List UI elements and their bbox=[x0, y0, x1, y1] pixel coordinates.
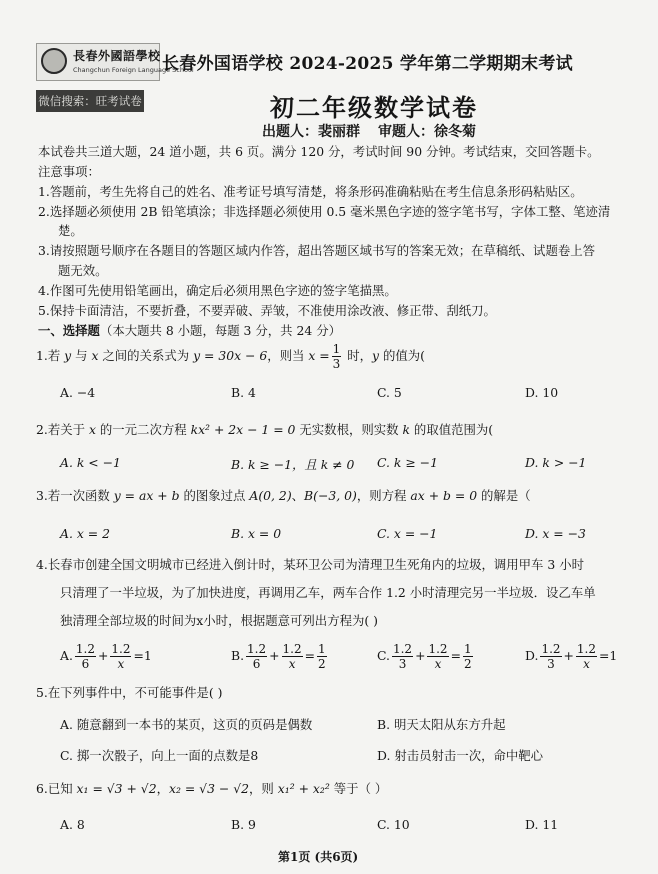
q1-text: ，则当 bbox=[267, 348, 309, 363]
q1-option-a: A. −4 bbox=[60, 385, 96, 400]
q6-text: ， bbox=[156, 781, 169, 796]
fraction-denominator: 6 bbox=[81, 657, 90, 671]
q3-formula: y = ax + b bbox=[113, 488, 180, 503]
q3-option-d: D. x = −3 bbox=[525, 526, 586, 541]
q2-var: x bbox=[88, 422, 96, 437]
q3-option-b: B. x = 0 bbox=[231, 526, 282, 541]
option-letter: A. bbox=[60, 648, 73, 663]
section-label: 一、选择题 bbox=[38, 323, 100, 338]
author-label: 出题人：裴丽群 bbox=[262, 124, 360, 140]
q1-option-c: C. 5 bbox=[377, 385, 402, 400]
fraction-denominator: 6 bbox=[252, 657, 261, 671]
equals-sign: = bbox=[450, 648, 461, 663]
q6-text: 等于（ ） bbox=[329, 781, 388, 796]
q6-text: ，则 bbox=[249, 781, 278, 796]
section-detail: （本大题共 8 小题，每题 3 分，共 24 分） bbox=[99, 323, 341, 338]
equals-sign: = bbox=[304, 648, 316, 663]
q6-x1: x₁ = √3 + √2 bbox=[76, 781, 157, 796]
question-4-line-3: 独清理全部垃圾的时间为x小时，根据题意可列出方程为( ) bbox=[60, 613, 378, 628]
note-line: 4.作图可先使用铅笔画出，确定后必须用黑色字迹的签字笔描黑。 bbox=[38, 283, 397, 298]
fraction-denominator: x bbox=[288, 657, 296, 671]
q3-equation: ax + b = 0 bbox=[410, 488, 478, 503]
q1-text: 1.若 bbox=[36, 348, 65, 363]
q5-option-c: C. 掷一次骰子，向上一面的点数是8 bbox=[60, 748, 259, 763]
q6-x2: x₂ = √3 − √2 bbox=[168, 781, 249, 796]
question-5: 5.在下列事件中，不可能事件是( ) bbox=[36, 685, 223, 700]
q2-text: 2.若关于 bbox=[36, 422, 89, 437]
notes-title: 注意事项： bbox=[38, 164, 100, 179]
q3-point-b: B(−3, 0) bbox=[304, 488, 357, 503]
fraction-numerator: 1.2 bbox=[111, 642, 131, 656]
question-6 bbox=[36, 780, 387, 797]
q1-formula: y = 30x − 6 bbox=[193, 348, 268, 363]
option-letter: B. bbox=[231, 648, 245, 663]
q3-text: 、 bbox=[291, 488, 305, 503]
option-letter: C. bbox=[377, 648, 390, 663]
q1-var: y bbox=[64, 348, 72, 363]
q1-text: 时， bbox=[343, 348, 373, 363]
q1-text: 的值为( bbox=[379, 348, 425, 363]
q2-text: 无实数根，则实数 bbox=[295, 422, 403, 437]
fraction bbox=[392, 642, 413, 671]
plus-sign: + bbox=[415, 648, 426, 663]
q2-formula: kx² + 2x − 1 = 0 bbox=[190, 422, 296, 437]
fraction-denominator: 2 bbox=[318, 657, 326, 671]
fraction-denominator: 3 bbox=[547, 657, 555, 671]
school-logo bbox=[36, 43, 194, 81]
fraction bbox=[110, 642, 131, 671]
q1-fraction bbox=[332, 342, 342, 371]
fraction bbox=[576, 642, 597, 671]
q2-var: k bbox=[402, 422, 410, 437]
fraction-denominator: 3 bbox=[398, 657, 407, 671]
fraction-denominator: 2 bbox=[463, 657, 472, 671]
q2-text: 的取值范围为( bbox=[409, 422, 494, 437]
q3-option-a: A. x = 2 bbox=[60, 526, 110, 541]
q1-text: 之间的关系式为 bbox=[98, 348, 194, 363]
note-line: 3.请按照题号顺序在各题目的答题区域内作答，超出答题区域书写的答案无效；在草稿纸、试题卷上答 bbox=[38, 243, 596, 258]
q4-option-c bbox=[377, 642, 475, 671]
q3-text: ，则方程 bbox=[356, 488, 411, 503]
q2-option-b: B. k ≥ −1，且 k ≠ 0 bbox=[231, 457, 355, 472]
plus-sign: + bbox=[563, 648, 574, 663]
reviewer-label: 审题人：徐冬菊 bbox=[378, 124, 476, 140]
q1-var: y bbox=[372, 348, 380, 363]
plus-sign: + bbox=[269, 648, 280, 663]
fraction-denominator: x bbox=[583, 657, 590, 671]
logo-english-text: Changchun Foreign Language School bbox=[73, 66, 194, 74]
q6-text: 6.已知 bbox=[36, 781, 77, 796]
note-line: 2.选择题必须使用 2B 铅笔填涂；非选择题必须使用 0.5 毫米黑色字迹的签字笔书写，字体工整、笔迹清 bbox=[38, 204, 611, 219]
q3-point-a: A(0, 2) bbox=[249, 488, 292, 503]
authors-line bbox=[262, 121, 494, 141]
fraction-numerator: 1.2 bbox=[247, 642, 267, 656]
q4-option-b bbox=[231, 642, 329, 671]
question-2 bbox=[36, 421, 493, 438]
page-footer: 第1页 (共6页) bbox=[278, 850, 359, 864]
q2-text: 的一元二次方程 bbox=[95, 422, 191, 437]
q2-option-a: A. k < −1 bbox=[60, 455, 121, 470]
q5-option-d: D. 射击员射击一次，命中靶心 bbox=[377, 748, 544, 763]
fraction-numerator: 1 bbox=[332, 342, 341, 356]
note-line: 题无效。 bbox=[58, 263, 108, 278]
q2-option-c: C. k ≥ −1 bbox=[377, 455, 438, 470]
q1-text: 与 bbox=[71, 348, 92, 363]
fraction-numerator: 1 bbox=[463, 642, 472, 656]
note-line: 5.保持卡面清洁，不要折叠，不要弄破、弄皱，不准使用涂改液、修正带、刮纸刀。 bbox=[38, 303, 496, 318]
q3-text: 的解是（ bbox=[477, 488, 531, 503]
fraction-numerator: 1.2 bbox=[428, 642, 448, 656]
logo-chinese-text: 長春外國語學校 bbox=[73, 49, 161, 63]
question-1 bbox=[36, 342, 425, 371]
fraction-denominator: x bbox=[117, 657, 125, 671]
fraction-numerator: 1.2 bbox=[576, 642, 597, 656]
fraction bbox=[282, 642, 303, 671]
q3-option-c: C. x = −1 bbox=[377, 526, 438, 541]
question-3 bbox=[36, 487, 531, 504]
question-4-line-1: 4.长春市创建全国文明城市已经进入倒计时，某环卫公司为清理卫生死角内的垃圾，调用甲车 3 小时 bbox=[36, 557, 584, 572]
fraction-numerator: 1.2 bbox=[541, 642, 561, 656]
paper-title: 初二年级数学试卷 bbox=[270, 93, 478, 122]
fraction bbox=[75, 642, 96, 671]
option-letter: D. bbox=[525, 648, 539, 663]
rhs-value: 1 bbox=[609, 648, 618, 663]
school-seal-icon bbox=[41, 48, 67, 74]
fraction-numerator: 1.2 bbox=[282, 642, 302, 656]
q5-option-a: A. 随意翻到一本书的某页，这页的页码是偶数 bbox=[60, 717, 313, 732]
q6-option-c: C. 10 bbox=[377, 817, 410, 832]
equals-sign: = bbox=[133, 648, 144, 663]
q6-option-b: B. 9 bbox=[231, 817, 256, 832]
equals-sign: = bbox=[599, 648, 610, 663]
fraction bbox=[463, 642, 473, 671]
q1-option-b: B. 4 bbox=[231, 385, 256, 400]
note-line: 楚。 bbox=[58, 223, 83, 238]
watermark-stamp: 微信搜索：旺考试卷 bbox=[36, 90, 144, 112]
question-4-line-2: 只清理了一半垃圾，为了加快进度，再调用乙车，两车合作 1.2 小时清理完另一半垃圾．设乙车单 bbox=[60, 585, 596, 600]
q6-option-a: A. 8 bbox=[60, 817, 85, 832]
q5-option-b: B. 明天太阳从东方升起 bbox=[377, 717, 506, 732]
fraction bbox=[317, 642, 327, 671]
fraction-numerator: 1 bbox=[318, 642, 326, 656]
q1-var: x bbox=[91, 348, 99, 363]
q3-text: 的图象过点 bbox=[179, 488, 250, 503]
intro-text: 本试卷共三道大题，24 道小题，共 6 页。满分 120 分，考试时间 90 分钟。考试结束，交回答题卡。 bbox=[38, 144, 600, 159]
q1-option-d: D. 10 bbox=[525, 385, 559, 400]
fraction bbox=[246, 642, 267, 671]
section-heading bbox=[38, 322, 341, 339]
fraction-denominator: 3 bbox=[332, 357, 341, 371]
fraction bbox=[427, 642, 448, 671]
plus-sign: + bbox=[97, 648, 109, 663]
q1-var: x = bbox=[308, 348, 330, 363]
q2-option-d: D. k > −1 bbox=[525, 455, 587, 470]
rhs-value: 1 bbox=[143, 648, 152, 663]
fraction-denominator: x bbox=[434, 657, 442, 671]
q6-option-d: D. 11 bbox=[525, 817, 559, 832]
q4-option-d bbox=[525, 642, 617, 671]
fraction-numerator: 1.2 bbox=[392, 642, 413, 656]
q3-text: 3.若一次函数 bbox=[36, 488, 114, 503]
fraction-numerator: 1.2 bbox=[75, 642, 95, 656]
q6-expression: x₁² + x₂² bbox=[277, 781, 330, 796]
q4-option-a bbox=[60, 642, 152, 671]
school-exam-title: 长春外国语学校 2024-2025 学年第二学期期末考试 bbox=[162, 54, 573, 74]
fraction bbox=[540, 642, 561, 671]
note-line: 1.答题前，考生先将自己的姓名、准考证号填写清楚，将条形码准确粘贴在考生信息条形码粘贴区。 bbox=[38, 184, 583, 199]
